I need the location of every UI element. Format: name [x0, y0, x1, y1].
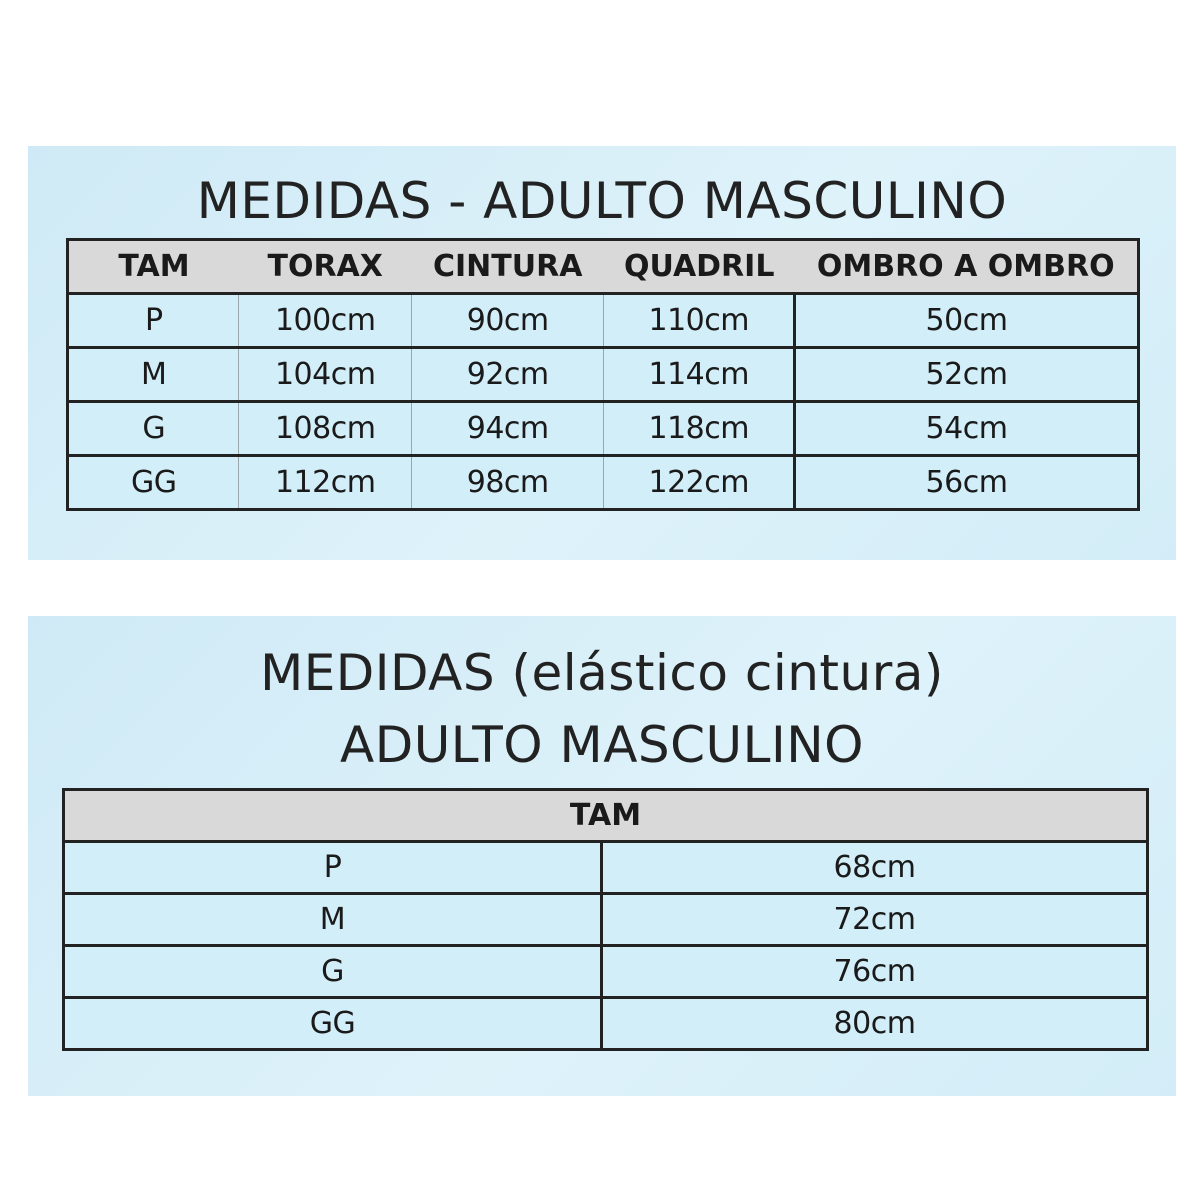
ombro-cell: 54cm — [795, 402, 1139, 456]
quadril-cell: 110cm — [604, 294, 795, 348]
torax-cell: 108cm — [239, 402, 411, 456]
elastic-chart-title-line-1: MEDIDAS (elástico cintura) — [260, 644, 944, 702]
size-cell: G — [68, 402, 239, 456]
torax-cell: 112cm — [239, 456, 411, 510]
table-row — [68, 294, 1139, 348]
size-cell: G — [64, 946, 602, 998]
elastic-measure-cell: 72cm — [602, 894, 1148, 946]
cintura-cell: 90cm — [411, 294, 604, 348]
cintura-cell: 94cm — [411, 402, 604, 456]
ombro-cell: 56cm — [795, 456, 1139, 510]
size-chart-title: MEDIDAS - ADULTO MASCULINO — [196, 172, 1008, 230]
elastic-measure-cell: 76cm — [602, 946, 1148, 998]
table-row — [64, 842, 1148, 894]
quadril-cell: 114cm — [604, 348, 795, 402]
size-chart-table — [66, 238, 1140, 511]
ombro-cell: 50cm — [795, 294, 1139, 348]
elastic-measure-cell: 80cm — [602, 998, 1148, 1050]
column-header-tam: TAM — [68, 240, 239, 294]
quadril-cell: 122cm — [604, 456, 795, 510]
torax-cell: 100cm — [239, 294, 411, 348]
table-row — [68, 456, 1139, 510]
elastic-measure-cell: 68cm — [602, 842, 1148, 894]
table-row — [64, 998, 1148, 1050]
column-header-tam: TAM — [64, 790, 1148, 842]
elastic-chart-title-line-2: ADULTO MASCULINO — [339, 716, 864, 774]
size-cell: GG — [68, 456, 239, 510]
table-row — [64, 894, 1148, 946]
size-cell: P — [64, 842, 602, 894]
table-row — [64, 946, 1148, 998]
quadril-cell: 118cm — [604, 402, 795, 456]
table-row — [68, 348, 1139, 402]
column-header-ombro-a-ombro: OMBRO A OMBRO — [795, 240, 1139, 294]
size-cell: GG — [64, 998, 602, 1050]
size-chart-panel-elastic — [28, 616, 1176, 1096]
column-header-cintura: CINTURA — [411, 240, 604, 294]
cintura-cell: 98cm — [411, 456, 604, 510]
cintura-cell: 92cm — [411, 348, 604, 402]
size-chart-panel-body — [28, 146, 1176, 560]
torax-cell: 104cm — [239, 348, 411, 402]
table-row — [68, 402, 1139, 456]
table-header-row — [64, 790, 1148, 842]
elastic-size-table — [62, 788, 1149, 1051]
column-header-quadril: QUADRIL — [604, 240, 795, 294]
column-header-torax: TORAX — [239, 240, 411, 294]
size-cell: M — [64, 894, 602, 946]
size-cell: M — [68, 348, 239, 402]
table-header-row — [68, 240, 1139, 294]
ombro-cell: 52cm — [795, 348, 1139, 402]
size-cell: P — [68, 294, 239, 348]
